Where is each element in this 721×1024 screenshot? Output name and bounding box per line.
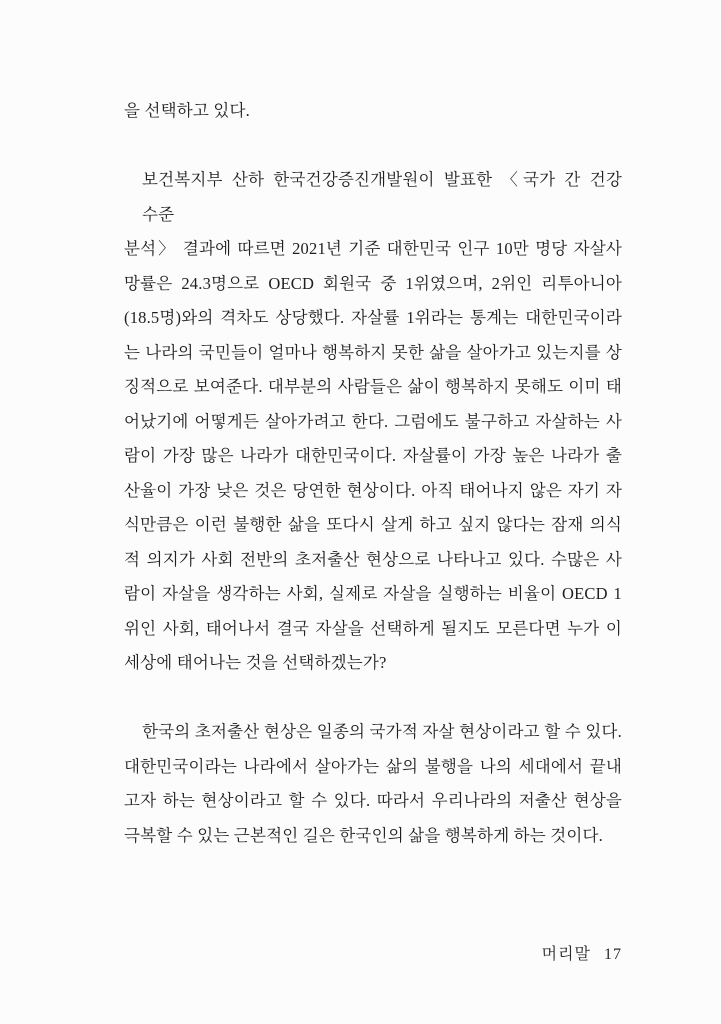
text-line: 람이 자살을 생각하는 사회, 실제로 자살을 실행하는 비율이 OECD 1 (124, 584, 622, 603)
text-line: 보건복지부 산하 한국건강증진개발원이 발표한 〈국가 간 건강 수준 (142, 170, 622, 224)
text-line: 징적으로 보여준다. 대부분의 사람들은 삶이 행복하지 못해도 이미 태 (124, 377, 622, 396)
body-text (124, 94, 622, 853)
running-head-label: 머리말 (541, 946, 591, 963)
text-line: 식만큼은 이런 불행한 삶을 또다시 살게 하고 싶지 않다는 잠재 의식 (124, 515, 622, 534)
text-line: 분석〉 결과에 따르면 2021년 기준 대한민국 인구 10만 명당 자살사 (124, 239, 622, 258)
page-footer (124, 941, 622, 964)
text-line: 람이 가장 많은 나라가 대한민국이다. 자살률이 가장 높은 나라가 출 (124, 446, 622, 465)
text-line: 한국의 초저출산 현상은 일종의 국가적 자살 현상이라고 할 수 있다. (142, 722, 622, 741)
text-line: 적 의지가 사회 전반의 초저출산 현상으로 나타나고 있다. 수많은 사 (124, 549, 622, 569)
text-line: 는 나라의 국민들이 얼마나 행복하지 못한 삶을 살아가고 있는지를 상 (124, 342, 622, 362)
text-line: 대한민국이라는 나라에서 살아가는 삶의 불행을 나의 세대에서 끝내 (124, 756, 622, 776)
text-line: 어났기에 어떻게든 살아가려고 한다. 그럼에도 불구하고 자살하는 사 (124, 411, 622, 431)
paragraph-2 (124, 163, 622, 681)
text-line: 산율이 가장 낮은 것은 당연한 현상이다. 아직 태어나지 않은 자기 자 (124, 480, 622, 500)
text-line: 극복할 수 있는 근본적인 길은 한국인의 삶을 행복하게 하는 것이다. (124, 825, 604, 845)
text-line: (18.5명)와의 격차도 상당했다. 자살률 1위라는 통계는 대한민국이라 (124, 308, 622, 327)
text-line: 을 선택하고 있다. (124, 101, 250, 120)
text-line: 고자 하는 현상이라고 할 수 있다. 따라서 우리나라의 저출산 현상을 (124, 791, 622, 810)
text-line: 세상에 태어나는 것을 선택하겠는가? (124, 653, 387, 672)
paragraph-1 (124, 94, 622, 129)
text-line: 위인 사회, 태어나서 결국 자살을 선택하게 될지도 모른다면 누가 이 (124, 618, 622, 638)
page-number: 17 (604, 946, 622, 963)
text-line: 망률은 24.3명으로 OECD 회원국 중 1위였으며, 2위인 리투아니아 (124, 273, 622, 293)
paragraph-3 (124, 715, 622, 853)
